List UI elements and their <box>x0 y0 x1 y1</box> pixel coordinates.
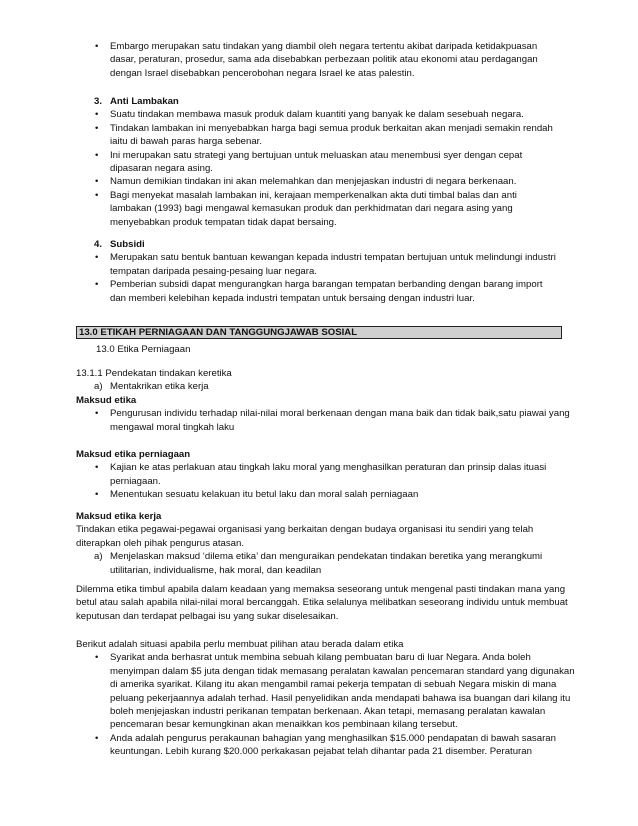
list-item-text: Menentukan sesuatu kelakuan itu betul laku dan moral salah perniagaan <box>110 489 419 501</box>
list-item-text: Suatu tindakan membawa masuk produk dalam kuantiti yang banyak ke dalam sesebuah negara. <box>110 109 524 121</box>
maksud-etika-kerja-section <box>0 510 638 577</box>
section-number: 4. <box>94 239 103 250</box>
list-item-text: Namun demikian tindakan ini akan melemahkan dan menjejaskan industri di negara berkenaan. <box>110 176 517 188</box>
subsection-title: 13.0 Etika Perniagaan <box>96 344 191 355</box>
section-title: Anti Lambakan <box>110 96 179 107</box>
list-item-text: Menjelaskan maksud ‘dilema etika’ dan menguraikan pendekatan tindakan beretika yang merangkumi utilitarian, individualisme, hak moral, dan keadilan <box>110 551 543 576</box>
bullet-icon: • <box>95 109 99 121</box>
list-item <box>0 189 638 229</box>
maksud-etika-kerja-text: Tindakan etika pegawai-pegawai organisasi yang berkaitan dengan budaya organisasi itu sendiri yang telah diterapkan oleh pihak pengurus atasan. <box>76 524 534 549</box>
maksud-etika-perniagaan-title: Maksud etika perniagaan <box>76 449 191 460</box>
section-title: 13.0 ETIKAH PERNIAGAAN DAN TANGGUNGJAWAB SOSIAL <box>79 327 358 338</box>
subsidi-section <box>0 238 638 305</box>
maksud-etika-title: Maksud etika <box>76 395 137 406</box>
list-item <box>0 175 638 188</box>
anti-lambakan-section <box>0 95 638 229</box>
list-item <box>0 149 638 176</box>
item-letter: a) <box>94 551 103 563</box>
list-item <box>0 108 638 121</box>
maksud-etika-perniagaan-section <box>0 448 638 502</box>
section-title-bar <box>76 326 562 339</box>
bullet-icon: • <box>95 462 99 474</box>
berikut-section <box>0 638 638 759</box>
subsection-heading <box>0 343 638 356</box>
list-item <box>0 122 638 149</box>
section-heading <box>0 238 638 251</box>
maksud-etika-kerja-title: Maksud etika kerja <box>76 511 162 522</box>
list-item-text: Anda adalah pengurus perakaunan bahagian yang menghasilkan $15.000 pendapatan di bawah sasaran keuntungan. Lebih kurang $20.000 perkakasan pejabat telah dihantar pada 21 disember. Peraturan <box>110 732 556 758</box>
dilema-section <box>0 583 638 623</box>
list-item <box>0 488 638 501</box>
bullet-icon: • <box>95 652 99 664</box>
list-item-text: Kajian ke atas perlakuan atau tingkah laku moral yang menghasilkan peraturan dan prinsip dalas ituasi perniagaan. <box>110 462 547 487</box>
pendekatan-section <box>0 367 638 394</box>
list-item <box>0 251 638 278</box>
section-number: 3. <box>94 96 103 107</box>
bullet-icon: • <box>95 489 99 501</box>
item-letter: a) <box>94 381 103 393</box>
list-item-text: Embargo merupakan satu tindakan yang diambil oleh negara tertentu akibat daripada ketidakpuasan dasar, peraturan, prosedur, sama ada disebabkan perbezaan politik atau ekonomi atau perdagangan dengan Israel disebabkan pencerobohan negara Israel ke atas palestin. <box>110 41 538 79</box>
bullet-icon: • <box>95 732 99 744</box>
berikut-intro: Berikut adalah situasi apabila perlu membuat pilihan atau berada dalam etika <box>76 639 404 650</box>
list-item <box>0 651 638 731</box>
maksud-etika-section <box>0 394 638 434</box>
section-heading <box>0 95 638 108</box>
bullet-icon: • <box>95 149 99 161</box>
list-item-text: Tindakan lambakan ini menyebabkan harga bagi semua produk berkaitan akan menjadi semakin rendah iaitu di bawah paras harga sebenar. <box>110 122 553 148</box>
dilema-paragraph: Dilemma etika timbul apabila dalam keadaan yang memaksa seseorang untuk mengenal pasti tindakan mana yang betul atau salah apabila nilai-nilai moral bercanggah. Etika selalunya melibatkan seseorang individu untuk membuat keputusan dan terdapat pelbagai isu yang sukar diselesaikan. <box>76 584 568 622</box>
section-title: Subsidi <box>110 239 145 250</box>
bullet-icon: • <box>95 279 99 291</box>
list-item-text: Mentakrikan etika kerja <box>110 381 209 393</box>
bullet-icon: • <box>95 408 99 420</box>
list-item <box>0 550 638 577</box>
list-item-text: Merupakan satu bentuk bantuan kewangan kepada industri tempatan bertujuan untuk melindungi industri tempatan daripada pesaing-pesaing luar negara. <box>110 252 556 277</box>
list-item-text: Syarikat anda berhasrat untuk membina sebuah kilang pembuatan baru di luar Negara. Anda boleh menyimpan dalam $5 juta dengan tidak memasang peralatan kawalan pencemaran standard yang digunakan di amerika syarikat. Kilang itu akan mengambil ramai pekerja tempatan di sebuah Negara miskin di mana peluang pekerjaannya adalah terhad. Hasil penyelidikan anda mendapati bahawa isa buangan dari kilang itu boleh menjejaskan industri perikanan tempatan berkenaan. Akan tetapi, memasang peralatan kawalan pencemaran besar kemungkinan akan menaikkan kos pembinaan kilang tersebut. <box>110 652 575 731</box>
list-item <box>0 40 638 80</box>
list-item <box>0 461 638 488</box>
bullet-icon: • <box>95 176 99 188</box>
list-item-text: Bagi menyekat masalah lambakan ini, kerajaan memperkenalkan akta duti timbal balas dan anti lambakan (1993) bagi mengawal kemasukan produk dan perkhidmatan dari negara asing yang menyebabkan produk tempatan tidak dapat bersaing. <box>110 189 517 228</box>
list-item-text: Pengurusan individu terhadap nilai-nilai moral berkenaan dengan mana baik dan tidak baik,satu piawai yang mengawal moral tingkah laku <box>110 408 570 433</box>
list-item <box>0 278 638 305</box>
bullet-icon: • <box>95 41 99 52</box>
embargo-section <box>0 40 638 80</box>
bullet-icon: • <box>95 122 99 134</box>
list-item <box>0 732 638 759</box>
bullet-icon: • <box>95 189 99 201</box>
bullet-icon: • <box>95 252 99 264</box>
pendekatan-heading: 13.1.1 Pendekatan tindakan keretika <box>76 368 232 379</box>
list-item-text: Pemberian subsidi dapat mengurangkan harga barangan tempatan berbanding dengan barang import dan memberi kelebihan kepada industri tempatan untuk bersaing dengan industri luar. <box>110 279 543 304</box>
list-item-text: Ini merupakan satu strategi yang bertujuan untuk meluaskan atau menembusi syer dengan cepat dipasaran negara asing. <box>110 149 523 175</box>
list-item <box>0 380 638 393</box>
list-item <box>0 407 638 434</box>
